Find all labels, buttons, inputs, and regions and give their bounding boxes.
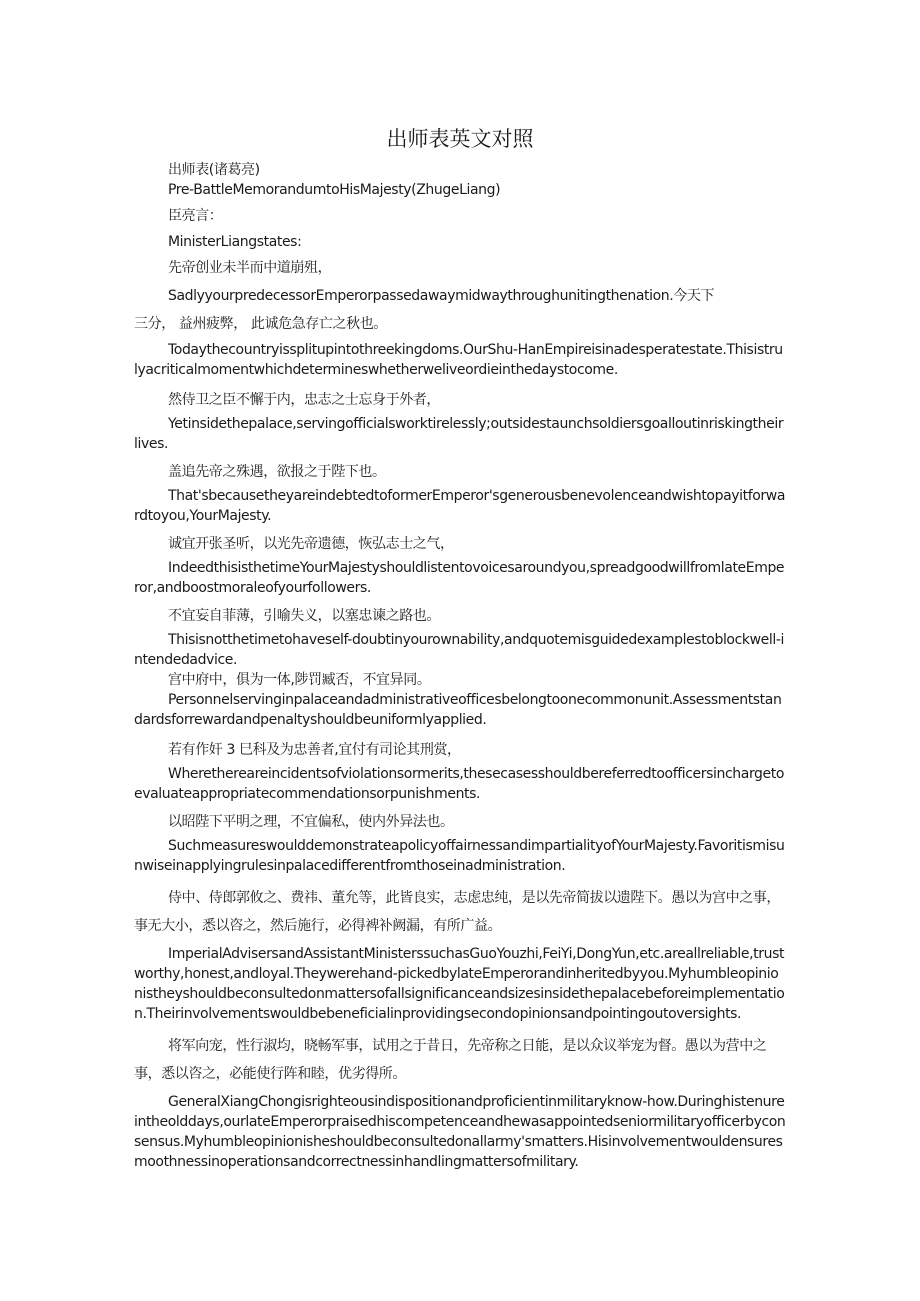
paragraph-en: MinisterLiangstates: xyxy=(168,234,302,250)
paragraph-en: Yetinsidethepalace,servingofficialsworktirelessly;outsidestaunchsoldiersgoalloutinriskingtheirlives. xyxy=(134,416,784,452)
paragraph-en: GeneralXiangChongisrighteousindispositionandproficientinmilitaryknow-how.Duringhistenureintheolddays,ourlateEmperorpraisedhiscompetenceandhewasappointedseniormilitaryofficerbyconsensus.Myhumbleopinionisheshouldbeconsultedonallarmy'smatters.Hisinvolvementwouldensuresmoothnessinoperationsandcorrectnessinhandlingmattersofmilitary. xyxy=(134,1094,786,1170)
paragraph-en: SadlyyourpredecessorEmperorpassedawaymidwaythroughunitingthenation.今天下 xyxy=(168,288,715,304)
paragraph-zh: 盖追先帝之殊遇，欲报之于陛下也。 xyxy=(168,464,386,480)
document-title: 出师表英文对照 xyxy=(386,127,534,151)
paragraph-zh: 诚宜开张圣听，以光先帝遗德，恢弘志士之气， xyxy=(168,536,454,552)
paragraph-zh: 若有作奸 3 巳科及为忠善者,宜付有司论其刑赏， xyxy=(168,742,461,758)
document-body xyxy=(134,160,786,1172)
paragraph-en: SuchmeasureswoulddemonstrateapolicyoffairnessandimpartialityofYourMajesty.Favoritismisunwiseinapplyingrulesinpalacedifferentfromthoseinadministration. xyxy=(134,838,785,874)
paragraph-zh: 臣亮言： xyxy=(168,208,223,224)
paragraph-zh: 宫中府中，俱为一体,陟罚臧否，不宜异同。 xyxy=(168,672,431,688)
paragraph-zh: 然侍卫之臣不懈于内，忠志之士忘身于外者， xyxy=(168,392,440,408)
paragraph-zh: 先帝创业未半而中道崩殂， xyxy=(168,260,332,276)
heading-en: Pre-BattleMemorandumtoHisMajesty(ZhugeLiang) xyxy=(168,182,501,198)
paragraph-en: Personnelservinginpalaceandadministrativeofficesbelongtoonecommonunit.Assessmentstandardsforrewardandpenaltyshouldbeuniformlyapplied. xyxy=(134,692,782,728)
paragraph-zh: 不宜妄自菲薄，引喻失义，以塞忠谏之路也。 xyxy=(168,608,440,624)
paragraph-en: Todaythecountryissplitupintothreekingdoms.OurShu-HanEmpireisinadesperatestate.Thisistrulyacriticalmomentwhichdetermineswhetherweliveordieinthedaystocome. xyxy=(134,342,783,378)
paragraph-en: Wherethereareincidentsofviolationsormerits,thesecasesshouldbereferredtoofficersinchargetoevaluateappropriatecommendationsorpunishments. xyxy=(134,766,785,802)
paragraph-en: IndeedthisisthetimeYourMajestyshouldlistentovoicesaroundyou,spreadgoodwillfromlateEmperor,andboostmoraleofyourfollowers. xyxy=(134,560,785,596)
paragraph-zh: 三分， 益州疲弊， 此诚危急存亡之秋也。 xyxy=(134,316,387,332)
paragraph-zh: 将军向宠，性行淑均，晓畅军事，试用之于昔日，先帝称之日能，是以众议举宠为督。愚以为营中之事，悉以咨之，必能使行阵和睦，优劣得所。 xyxy=(134,1038,767,1082)
heading-zh: 出师表(诸葛亮) xyxy=(168,162,260,178)
paragraph-en: That'sbecausetheyareindebtedtoformerEmperor'sgenerousbenevolenceandwishtopayitforwardtoyou,YourMajesty. xyxy=(134,488,785,524)
paragraph-zh: 侍中、侍郎郭攸之、费祎、董允等，此皆良实，志虑忠纯，是以先帝简拔以遗陛下。愚以为宫中之事，事无大小，悉以咨之，然后施行，必得裨补阙漏，有所广益。 xyxy=(134,890,780,934)
paragraph-en: Thisisnotthetimetohaveself-doubtinyourownability,andquotemisguidedexamplestoblockwell-intendedadvice. xyxy=(134,632,784,668)
paragraph-en: ImperialAdvisersandAssistantMinisterssuchasGuoYouzhi,FeiYi,DongYun,etc.areallreliable,trustworthy,honest,andloyal.Theywerehand-pickedbylateEmperorandinheritedbyyou.Myhumbleopinionistheyshouldbeconsultedonmattersofallsignificanceandsizesinsidethepalacebeforeimplementation.Theirinvolvementswouldbebeneficialinprovidingsecondopinionsandpointingoutoversights. xyxy=(134,946,785,1022)
paragraph-zh: 以昭陛下平明之理，不宜偏私，使内外异法也。 xyxy=(168,814,454,830)
